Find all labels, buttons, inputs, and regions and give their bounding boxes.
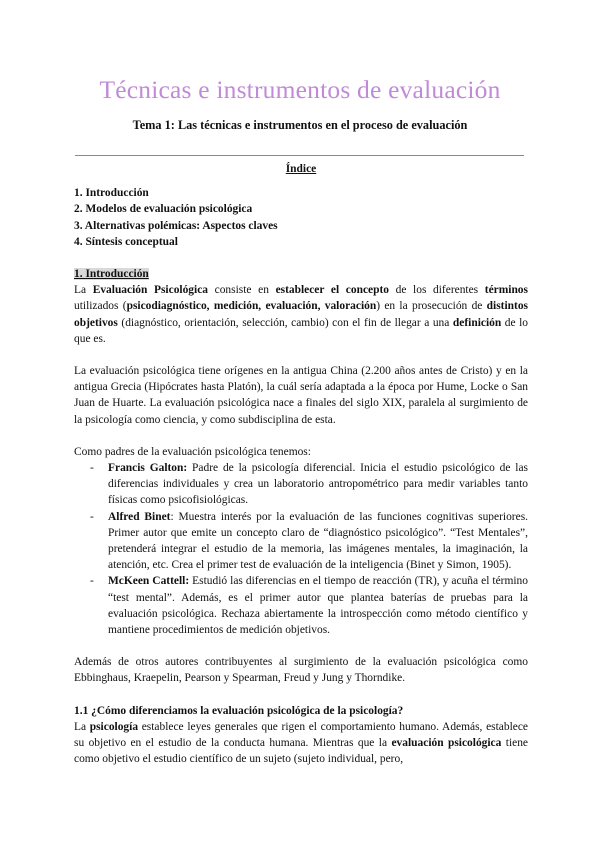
- intro-paragraph-4: Además de otros autores contribuyentes al surgimiento de la evaluación psicológica como Ebbinghaus, Kraepelin, Pearson y Spearman, Freud y Jung y Thorndike.: [74, 656, 528, 685]
- document-body: [74, 161, 528, 768]
- index-item-1: 1. Introducción: [74, 187, 149, 200]
- title-divider: [75, 155, 524, 156]
- section-heading-introduccion: 1. Introducción: [74, 268, 149, 281]
- list-item: - Francis Galton: Padre de la psicología diferencial. Inicia el estudio psicológico de las diferencias individuales y crea un laboratorio antropométrico para medir variables tanto físicas como psicofisiológicas.: [108, 460, 528, 509]
- document-subtitle: Tema 1: Las técnicas e instrumentos en el proceso de evaluación: [132, 118, 468, 132]
- index-item-3: 3. Alternativas polémicas: Aspectos claves: [74, 219, 278, 232]
- index-item-4: 4. Síntesis conceptual: [74, 235, 178, 248]
- intro-paragraph-3: Como padres de la evaluación psicológica tenemos:: [74, 445, 311, 458]
- document-title: Técnicas e instrumentos de evaluación: [99, 75, 501, 104]
- intro-paragraph-2: La evaluación psicológica tiene orígenes en la antigua China (2.200 años antes de Cristo) y en la antigua Grecia (Hipócrates hasta Platón), la cuál sería adaptada a la época por Hume, Locke o San Juan de Huarte. La evaluación psicológica nace a finales del siglo XIX, paralela al surgimiento de la psicología como ciencia, y como subdisciplina de esta.: [74, 365, 528, 426]
- subsection-heading: 1.1 ¿Cómo diferenciamos la evaluación psicológica de la psicología?: [74, 704, 404, 717]
- index-heading: Índice: [285, 163, 317, 175]
- list-item: - McKeen Cattell: Estudió las diferencias en el tiempo de reacción (TR), y acuña el término “test mental”. Además, es el primer autor que plantea baterías de pruebas para la evaluación psicológica. Rechaza abiertamente la introspección como método científico y mantiene procedimientos de medición objetivos.: [108, 573, 528, 638]
- index-item-2: 2. Modelos de evaluación psicológica: [74, 203, 253, 216]
- subsection-paragraph: La psicología establece leyes generales que rigen el comportamiento humano. Además, establece su objetivo en el estudio de la conducta humana. Mientras que la evaluación psicológica tiene como objetivo el estudio científico de un sujeto (sujeto individual, pero,: [74, 720, 528, 766]
- list-item: - Alfred Binet: Muestra interés por la evaluación de las funciones cognitivas superiores. Primer autor que emite un concepto claro de “diagnóstico psicológico”. “Test Mentales”, pretenderá integrar el estudio de la memoria, las imágenes mentales, la imaginación, la atención, etc. Crea el primer test de evaluación de la inteligencia (Binet y Simon, 1905).: [108, 509, 528, 574]
- fathers-list: [74, 460, 528, 638]
- intro-paragraph-1: La Evaluación Psicológica consiste en establecer el concepto de los diferentes términos utilizados (psicodiagnóstico, medición, evaluación, valoración) en la prosecución de distintos objetivos (diagnóstico, orientación, selección, cambio) con el fin de llegar a una definición de lo que es.: [74, 284, 528, 345]
